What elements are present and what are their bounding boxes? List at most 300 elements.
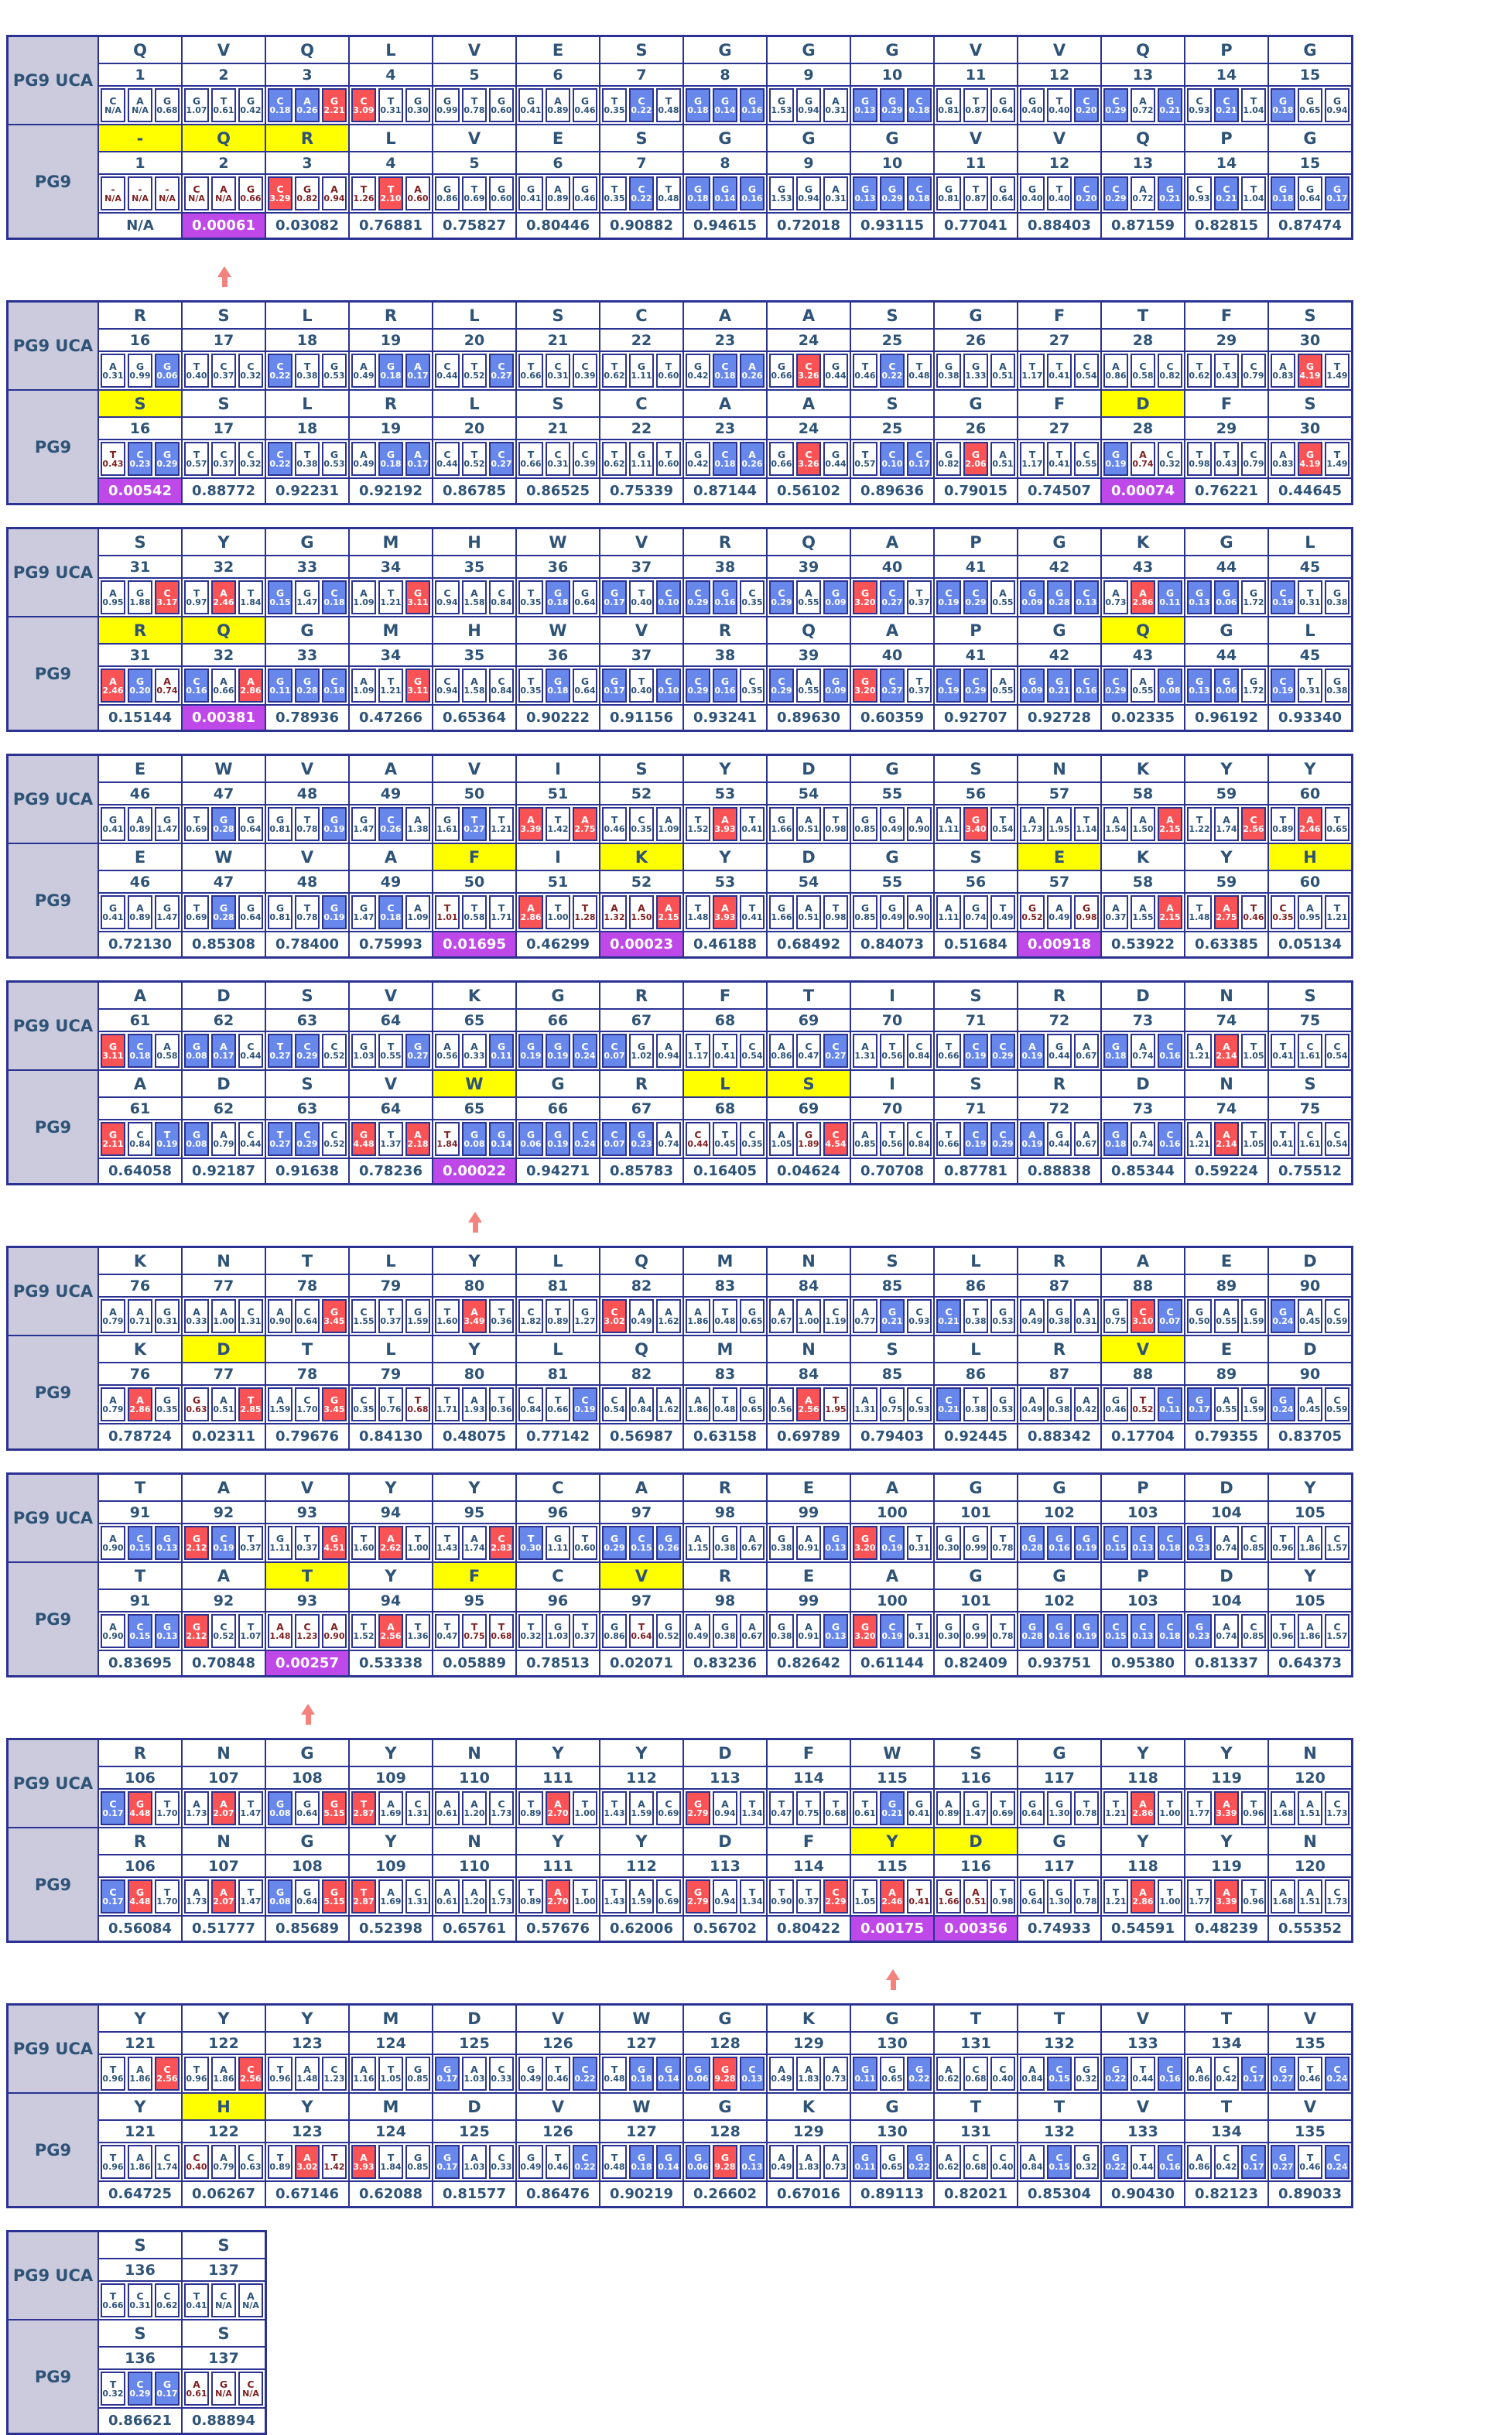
pg9-position-cell: 69 [768,1098,850,1119]
uca-position-cell: 31 [99,556,181,577]
nt-value: 0.60 [658,370,679,381]
pg9-aa-cell: F [1185,391,1267,416]
nt-letter: C [1166,1532,1174,1544]
uca-aa-cell: K [768,2006,850,2031]
uca-position-cell: 114 [768,1767,850,1788]
score-cell: 0.78513 [517,1651,599,1675]
nt-subcell [1158,176,1182,210]
nt-subcell [1214,807,1239,841]
pg9-aa-cell: L [684,1071,766,1096]
nt-subcell [769,442,794,476]
nt-subcell [769,1122,794,1156]
nt-value: 1.86 [129,2073,151,2084]
nt-letter: G [330,360,339,372]
nt-letter: G [135,1797,145,1810]
nt-subcell [238,1879,263,1913]
nt-subcell [1214,580,1239,614]
nt-letter: T [611,1886,618,1898]
nt-value: 1.01 [436,911,458,922]
nt-value: 0.27 [491,458,512,469]
uca-position-cell: 133 [1102,2033,1184,2054]
nt-letter: G [1305,94,1315,107]
uca-aa-cell: T [1185,2006,1267,2031]
nt-letter: C [1279,675,1287,687]
nt-subcell [1241,807,1266,841]
codon-cell [517,894,599,931]
nt-letter: A [470,2063,478,2075]
nt-subcell [128,1614,152,1648]
nt-letter: G [777,1532,786,1544]
uca-position-cell: 63 [266,1010,348,1031]
nt-value: 0.13 [825,1630,847,1641]
uca-position-cell: 134 [1185,2033,1267,2054]
nt-letter: C [748,1128,756,1141]
nt-letter: G [720,94,730,107]
nt-subcell [823,176,848,210]
nt-subcell [1131,88,1155,122]
nt-subcell [963,2145,988,2179]
pg9-aa-cell: P [1185,125,1267,151]
nt-letter: A [1279,448,1287,460]
nt-letter: G [998,183,1007,195]
nt-subcell [990,669,1015,703]
nt-value: 1.70 [156,1807,178,1818]
nt-letter: G [497,1040,506,1052]
nt-subcell [155,669,180,703]
nt-value: N/A [159,193,176,203]
uca-aa-cell: L [350,1248,432,1274]
nt-letter: T [888,1040,896,1052]
nt-letter: C [1083,360,1090,372]
codon-cell [99,2055,181,2092]
nt-subcell [573,895,597,929]
nt-subcell [936,895,961,929]
pg9-aa-cell: V [1018,125,1100,151]
nt-subcell [713,1614,737,1648]
nt-value: 0.26 [380,823,402,834]
codon-cell [1018,805,1100,843]
nt-letter: G [777,901,786,914]
nt-letter: A [805,813,812,826]
nt-value: 2.46 [1299,823,1321,834]
nt-letter: A [1028,1394,1036,1406]
nt-value: 0.15 [1048,2073,1070,2084]
nt-letter: A [443,1886,451,1898]
nt-letter: C [748,2151,756,2163]
pg9-position-cell: 111 [517,1855,599,1876]
pg9-position-cell: 70 [851,1098,933,1119]
nt-letter: T [1333,448,1341,460]
nt-letter: T [247,1532,255,1544]
nt-letter: C [1223,2063,1230,2075]
nt-letter: G [413,2151,422,2163]
nt-subcell [155,354,180,388]
nt-value: 1.83 [798,2073,819,2084]
nt-letter: C [999,1128,1007,1141]
nt-subcell [796,88,821,122]
nt-subcell [769,1299,794,1333]
nt-letter: G [1028,1797,1037,1810]
nt-subcell [713,1791,737,1825]
uca-position-cell: 20 [433,330,515,351]
nt-value: 0.26 [658,1542,679,1553]
nt-value: 1.59 [1243,1315,1264,1326]
nt-letter: T [303,901,311,914]
codon-cell [600,1298,682,1335]
nt-subcell [936,1122,961,1156]
nt-value: 0.75 [798,1807,819,1818]
uca-position-cell: 87 [1018,1275,1100,1296]
nt-letter: C [805,360,812,372]
nt-subcell [1074,1122,1099,1156]
nt-subcell [1131,176,1155,210]
nt-letter: A [694,1394,702,1406]
pg9-position-cell: 80 [433,1363,515,1384]
nt-letter: G [860,675,870,687]
nt-letter: A [220,2151,227,2163]
nt-letter: T [1333,901,1341,914]
nt-subcell [378,1879,403,1913]
nt-letter: G [860,1532,870,1544]
codon-cell [1102,2143,1184,2180]
nt-letter: C [945,1305,953,1318]
nt-letter: G [1332,675,1342,687]
nt-letter: T [1166,1886,1174,1898]
nt-value: 0.20 [1076,104,1097,115]
nt-letter: G [944,448,953,460]
nt-value: 0.94 [658,1050,679,1061]
nt-letter: A [915,813,923,826]
codon-cell [183,667,265,704]
uca-aa-cell: V [266,756,348,781]
codon-cell [935,175,1017,212]
uca-aa-cell: E [517,37,599,63]
nt-letter: C [247,2063,255,2075]
nt-value: 0.33 [464,1050,485,1061]
nt-value: 0.21 [881,1315,903,1326]
codon-cell [768,1613,850,1650]
nt-value: 1.77 [1189,1807,1210,1818]
nt-letter: A [470,587,478,599]
nt-value: 0.95 [1299,911,1321,922]
pg9-aa-cell: S [935,844,1017,870]
nt-value: 0.93 [1189,193,1210,203]
nt-value: 0.18 [547,597,569,607]
pg9-position-cell: 88 [1102,1363,1184,1384]
nt-value: 0.82 [296,193,318,203]
nt-value: 0.63 [186,1404,207,1414]
score-cell: 0.74933 [1018,1917,1100,1941]
score-cell: 0.00061 [183,214,265,238]
codon-cell [1102,1386,1184,1423]
nt-value: 0.32 [240,458,262,469]
nt-value: 1.02 [631,1050,652,1061]
nt-subcell [435,1034,460,1068]
uca-aa-cell: I [851,983,933,1008]
uca-position-cell: 98 [684,1502,766,1523]
nt-subcell [268,807,292,841]
pg9-position-cell: 9 [768,152,850,173]
nt-value: 0.11 [1159,1404,1181,1414]
nt-value: 0.19 [1076,1630,1097,1641]
nt-value: 0.53 [323,370,345,381]
score-cell: 0.92231 [266,479,348,503]
nt-letter: G [720,2063,730,2075]
nt-subcell [128,807,152,841]
nt-value: 0.56 [881,1050,903,1061]
score-cell: 0.26602 [684,2182,766,2206]
nt-subcell [573,1526,597,1560]
nt-subcell [1298,807,1322,841]
nt-value: 1.03 [547,1630,569,1641]
nt-letter: A [109,1305,117,1318]
codon-cell [1185,667,1267,704]
nt-letter: A [1112,360,1120,372]
nt-subcell [1158,442,1182,476]
nt-letter: G [1028,901,1037,914]
score-cell: 0.96192 [1185,706,1267,730]
nt-value: 0.45 [1299,1404,1321,1414]
score-cell: 0.88838 [1018,1159,1100,1183]
nt-letter: C [665,1886,672,1898]
nt-subcell [101,807,125,841]
nt-subcell [629,2057,654,2091]
nt-letter: C [581,448,589,460]
nt-value: 0.46 [604,823,625,834]
nt-subcell [990,807,1015,841]
nt-subcell [101,2283,125,2317]
nt-value: 0.90 [908,911,930,922]
nt-subcell [238,1387,263,1421]
uca-position-cell: 45 [1269,556,1351,577]
score-cell: 0.06267 [183,2182,265,2206]
score-cell: 0.04624 [768,1159,850,1183]
nt-letter: T [999,813,1007,826]
pg9-position-cell: 76 [99,1363,181,1384]
nt-subcell [295,580,320,614]
nt-value: 1.20 [464,1807,485,1818]
nt-value: 0.22 [631,193,652,203]
nt-value: 1.38 [407,823,429,834]
nt-value: 0.13 [1076,597,1097,607]
nt-subcell [656,1614,681,1648]
nt-letter: A [1139,94,1147,107]
nt-letter: G [1111,1040,1120,1052]
nt-letter: A [1139,1797,1147,1810]
nt-subcell [1158,669,1182,703]
nt-subcell [629,1387,654,1421]
nt-letter: C [247,2151,255,2163]
nt-value: 0.66 [213,685,234,696]
nt-subcell [1158,88,1182,122]
nt-value: 0.96 [186,2073,207,2084]
codon-cell [183,175,265,212]
codon-cell [1102,894,1184,931]
nt-subcell [322,1122,347,1156]
nt-subcell [1103,1387,1128,1421]
pg9-aa-cell: S [99,2320,181,2346]
nt-letter: C [330,2063,338,2075]
nt-value: 1.00 [547,911,569,922]
nt-subcell [268,1122,292,1156]
nt-letter: T [527,360,535,372]
nt-value: 0.61 [436,1807,458,1818]
codon-cell [935,1878,1017,1915]
nt-subcell [713,354,737,388]
nt-subcell [963,1791,988,1825]
nt-letter: G [747,183,757,195]
score-cell: 0.56702 [684,1917,766,1941]
nt-value: 0.35 [741,685,763,696]
nt-letter: G [275,1886,285,1898]
nt-value: 0.19 [156,1138,178,1149]
nt-letter: G [888,2063,897,2075]
nt-value: 4.19 [1299,370,1321,381]
nt-subcell [853,1879,877,1913]
nt-subcell [1187,1122,1212,1156]
nt-value: 0.67 [1076,1050,1097,1061]
uca-aa-cell: S [851,1248,933,1274]
nt-subcell [740,1879,765,1913]
nt-letter: T [638,1620,645,1633]
score-cell: 0.05134 [1269,932,1351,956]
pg9-aa-cell: H [183,2094,265,2119]
codon-cell [350,894,432,931]
nt-letter: G [888,2151,897,2163]
pg9-aa-cell: Y [266,2094,348,2119]
nt-subcell [713,1122,737,1156]
uca-position-cell: 109 [350,1767,432,1788]
codon-cell [183,894,265,931]
pg9-position-cell: 42 [1018,645,1100,665]
nt-letter: T [1083,813,1090,826]
nt-letter: T [163,1797,171,1810]
uca-position-cell: 10 [851,64,933,85]
nt-subcell [1241,1526,1266,1560]
nt-value: 0.48 [714,1315,736,1326]
nt-value: 0.47 [798,1050,819,1061]
nt-letter: A [303,2063,311,2075]
nt-letter: A [638,1797,645,1810]
nt-letter: C [581,1040,589,1052]
nt-subcell [740,1526,765,1560]
nt-letter: A [220,675,227,687]
codon-cell [99,1298,181,1335]
nt-letter: G [664,2063,673,2075]
nt-value: 1.53 [771,104,792,115]
nt-letter: G [1082,1532,1091,1544]
uca-position-cell: 52 [600,783,682,804]
nt-letter: A [360,2151,368,2163]
nt-subcell [740,2145,765,2179]
pg9-position-cell: 6 [517,152,599,173]
nt-letter: T [470,360,478,372]
nt-letter: G [1195,1620,1204,1633]
score-cell: 0.00175 [851,1917,933,1941]
nt-subcell [656,1299,681,1333]
nt-value: 0.31 [825,104,847,115]
nt-letter: T [694,813,702,826]
nt-subcell [1131,1387,1155,1421]
nt-value: 0.13 [825,1542,847,1553]
nt-letter: G [1195,675,1204,687]
nt-subcell [518,1526,543,1560]
codon-cell [350,87,432,124]
nt-subcell [184,88,209,122]
uca-aa-cell: N [1269,1740,1351,1766]
nt-value: 3.26 [798,458,819,469]
nt-letter: G [693,2063,703,2075]
nt-value: 0.87 [965,193,987,203]
score-cell: 0.64373 [1269,1651,1351,1675]
nt-subcell [1131,354,1155,388]
nt-letter: C [1166,2151,1174,2163]
codon-cell [1018,1524,1100,1561]
nt-letter: G [1165,675,1175,687]
nt-value: 0.19 [1021,1050,1043,1061]
nt-value: 1.05 [380,2073,402,2084]
nt-subcell [518,580,543,614]
nt-letter: C [915,1128,923,1141]
nt-subcell [796,1387,821,1421]
nt-value: 0.58 [156,1050,178,1061]
row-label-pg9: PG9 [9,1336,97,1448]
codon-cell [768,1298,850,1335]
nt-subcell [184,2283,209,2317]
uca-position-cell: 39 [768,556,850,577]
nt-value: 0.19 [938,685,960,696]
nt-subcell [1158,1526,1182,1560]
nt-letter: C [972,2063,980,2075]
nt-value: 0.68 [156,104,178,115]
nt-value: 0.94 [436,597,458,607]
codon-cell [935,579,1017,616]
codon-cell [1185,175,1267,212]
nt-letter: T [611,94,618,107]
nt-value: 0.94 [323,193,345,203]
nt-value: 0.18 [380,370,402,381]
nt-letter: T [611,2151,618,2163]
codon-cell [350,352,432,389]
nt-letter: C [915,1394,923,1406]
pg9-aa-cell: I [517,844,599,870]
nt-letter: G [720,2151,730,2163]
nt-letter: C [276,94,284,107]
alignment-blocks [6,35,1512,2435]
nt-letter: - [138,183,142,195]
score-cell: 0.83705 [1269,1424,1351,1448]
nt-value: 0.22 [908,2161,930,2172]
pg9-position-cell: 83 [684,1363,766,1384]
nt-subcell [378,895,403,929]
nt-subcell [518,895,543,929]
nt-letter: A [1083,1394,1090,1406]
nt-value: 0.61 [213,104,234,115]
nt-subcell [1298,2057,1322,2091]
nt-value: 0.98 [1076,911,1097,922]
nt-value: 0.17 [156,2388,178,2399]
nt-subcell [155,895,180,929]
nt-letter: A [414,813,422,826]
nt-value: 0.29 [1105,685,1127,696]
uca-position-cell: 110 [433,1767,515,1788]
pg9-position-cell: 127 [600,2121,682,2142]
score-cell: 0.79355 [1185,1424,1267,1448]
pg9-position-cell: 63 [266,1098,348,1119]
nt-letter: T [498,1394,505,1406]
uca-position-cell: 106 [99,1767,181,1788]
uca-position-cell: 32 [183,556,265,577]
